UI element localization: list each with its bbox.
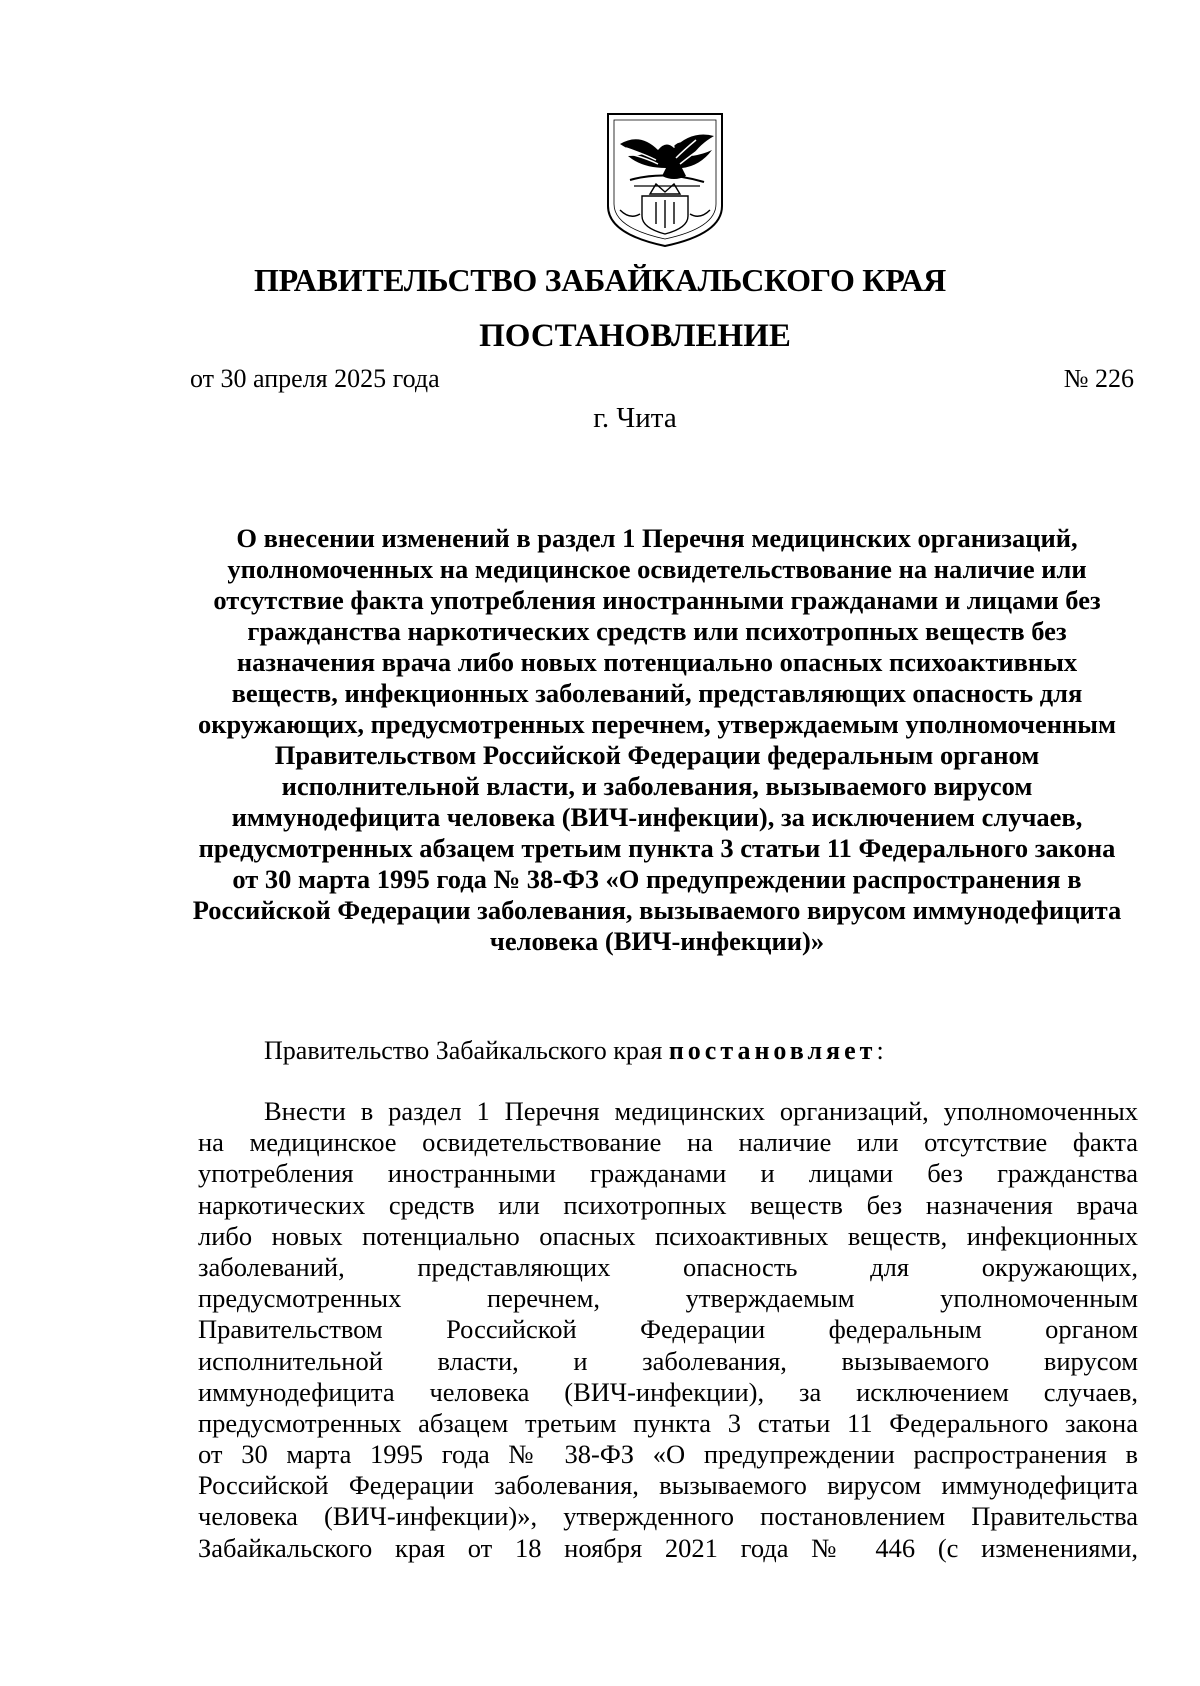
coat-of-arms-icon [600, 110, 730, 250]
body-line: предусмотренных абзацем третьим пункта 3 статьи 11 Федерального закона [198, 1407, 1138, 1438]
body-line: исполнительной власти, и заболевания, вызываемого вирусом [198, 1345, 1138, 1376]
document-type: ПОСТАНОВЛЕНИЕ [479, 318, 791, 354]
preamble-text: Правительство Забайкальского края [264, 1036, 669, 1065]
body-line: наркотических средств или психотропных веществ без назначения врача [198, 1189, 1138, 1220]
preamble-colon: : [876, 1036, 884, 1065]
document-date: от 30 апреля 2025 года [190, 364, 440, 393]
body-line: Внести в раздел 1 Перечня медицинских организаций, уполномоченных [264, 1096, 1138, 1126]
body-line: Правительством Российской Федерации федеральным органом [198, 1314, 1138, 1345]
preamble [264, 1036, 884, 1066]
body-line: употребления иностранными гражданами и лицами без гражданства [198, 1158, 1138, 1189]
body-line: иммунодефицита человека (ВИЧ-инфекции), за исключением случаев, [198, 1376, 1138, 1407]
body-line: либо новых потенциально опасных психоактивных веществ, инфекционных [198, 1220, 1138, 1251]
body-line: Забайкальского края от 18 ноября 2021 года № 446 (с изменениями, [198, 1532, 1138, 1563]
preamble-emphasis: постановляет [668, 1036, 877, 1065]
body-line: предусмотренных перечнем, утверждаемым уполномоченным [198, 1283, 1138, 1314]
document-number: № 226 [1063, 364, 1134, 393]
body-line: Российской Федерации заболевания, вызываемого вирусом иммунодефицита [198, 1470, 1138, 1501]
body-line: на медицинское освидетельствование на наличие или отсутствие факта [198, 1127, 1138, 1158]
body-line: заболеваний, представляющих опасность для окружающих, [198, 1251, 1138, 1282]
document-city: г. Чита [593, 402, 677, 434]
body-line: человека (ВИЧ-инфекции)», утвержденного постановлением Правительства [198, 1501, 1138, 1532]
organization-title: ПРАВИТЕЛЬСТВО ЗАБАЙКАЛЬСКОГО КРАЯ [254, 262, 946, 298]
body-paragraph [198, 1096, 1138, 1564]
document-subject: О внесении изменений в раздел 1 Перечня медицинских организаций, уполномоченных на медицинское освидетельствование на наличие или отсутствие факта употребления иностранными гражданами и лицами без гражданства наркотических средств или психотропных веществ без назначения врача либо новых потенциально опасных психоактивных веществ, инфекционных заболеваний, представляющих опасность для окружающих, предусмотренных перечнем, утверждаемым уполномоченным Правительством Российской Федерации федеральным органом исполнительной власти, и заболевания, вызываемого вирусом иммунодефицита человека (ВИЧ-инфекции), за исключением случаев, предусмотренных абзацем третьим пункта 3 статьи 11 Федерального закона от 30 марта 1995 года № 38-ФЗ «О предупреждении распространения в Российской Федерации заболевания, вызываемого вирусом иммунодефицита человека (ВИЧ-инфекции)» [192, 523, 1122, 956]
body-line: от 30 марта 1995 года № 38-ФЗ «О предупреждении распространения в [198, 1439, 1138, 1470]
